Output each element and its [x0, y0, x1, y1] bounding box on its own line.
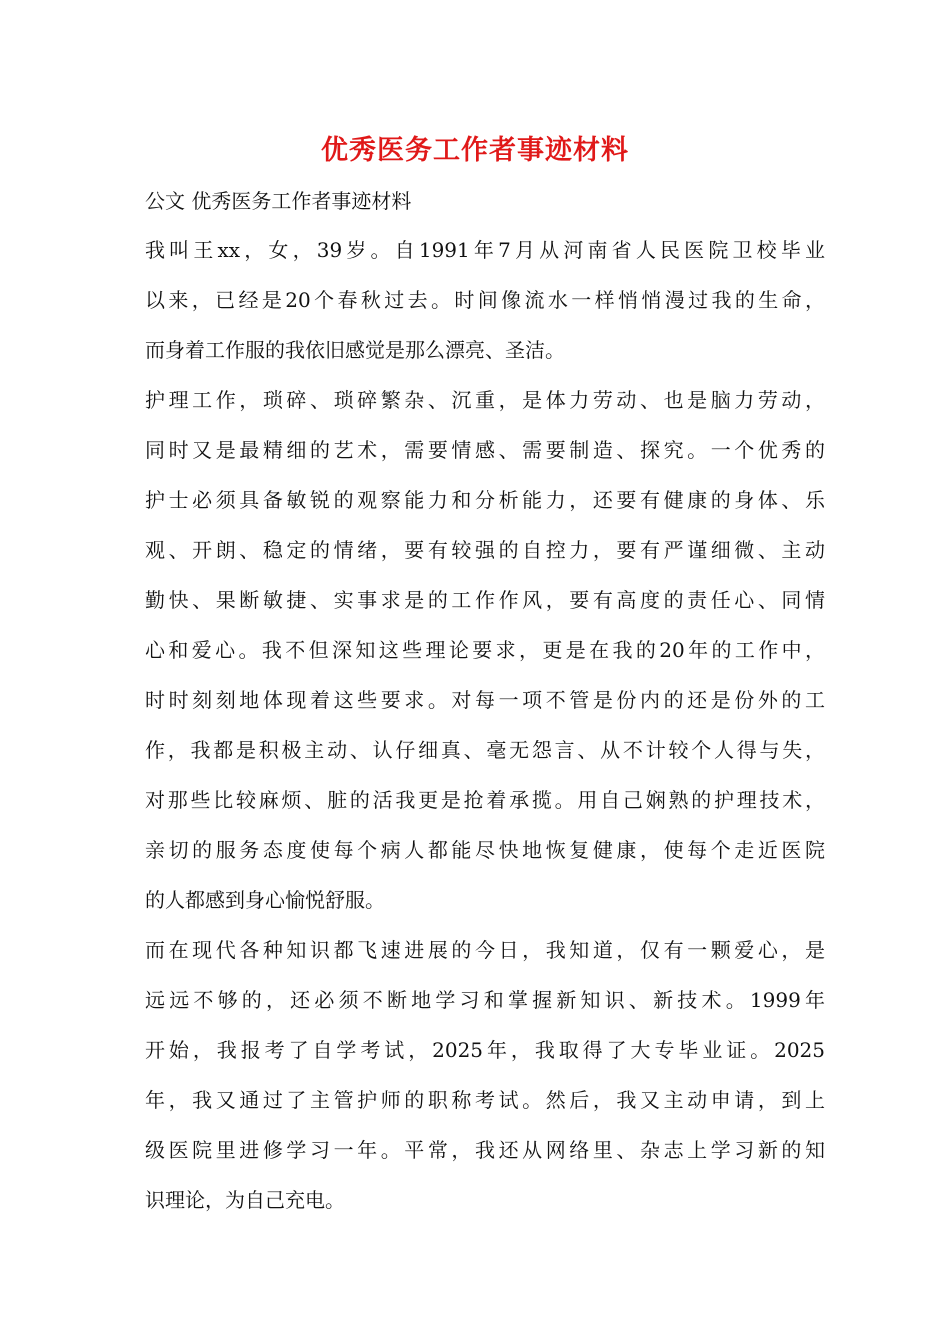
paragraph-line: 心和爱心。我不但深知这些理论要求，更是在我的20年的工作中，: [145, 638, 825, 662]
paragraph-line: 观、开朗、稳定的情绪，要有较强的自控力，要有严谨细微、主动: [145, 538, 825, 562]
paragraph-2: [145, 375, 825, 925]
paragraph-line: 护理工作，琐碎、琐碎繁杂、沉重，是体力劳动、也是脑力劳动，: [145, 388, 825, 412]
document-title: 优秀医务工作者事迹材料: [321, 135, 629, 166]
paragraph-line: 亲切的服务态度使每个病人都能尽快地恢复健康，使每个走近医院: [145, 838, 825, 862]
paragraph-line: 我叫王xx，女，39岁。自1991年7月从河南省人民医院卫校毕业: [145, 238, 825, 262]
paragraph-1: [145, 225, 825, 375]
paragraph-line: 而身着工作服的我依旧感觉是那么漂亮、圣洁。: [145, 338, 565, 362]
paragraph-line: 年，我又通过了主管护师的职称考试。然后，我又主动申请，到上: [145, 1088, 825, 1112]
paragraph-line: 开始，我报考了自学考试，2025年，我取得了大专毕业证。2025: [145, 1038, 825, 1062]
paragraph-line: 同时又是最精细的艺术，需要情感、需要制造、探究。一个优秀的: [145, 438, 825, 462]
paragraph-line: 识理论，为自己充电。: [145, 1188, 345, 1212]
paragraph-line: 勤快、果断敏捷、实事求是的工作作风，要有高度的责任心、同情: [145, 588, 825, 612]
document-subtitle: 公文 优秀医务工作者事迹材料: [145, 189, 412, 213]
paragraph-line: 以来，已经是20个春秋过去。时间像流水一样悄悄漫过我的生命，: [145, 288, 825, 312]
paragraph-line: 时时刻刻地体现着这些要求。对每一项不管是份内的还是份外的工: [145, 688, 825, 712]
paragraph-line: 级医院里进修学习一年。平常，我还从网络里、杂志上学习新的知: [145, 1138, 825, 1162]
paragraph-3: [145, 925, 825, 1225]
paragraph-line: 作，我都是积极主动、认仔细真、毫无怨言、从不计较个人得与失，: [145, 738, 825, 762]
paragraph-line: 对那些比较麻烦、脏的活我更是抢着承揽。用自己娴熟的护理技术，: [145, 788, 825, 812]
paragraph-line: 而在现代各种知识都飞速进展的今日，我知道，仅有一颗爱心，是: [145, 938, 825, 962]
paragraph-line: 护士必须具备敏锐的观察能力和分析能力，还要有健康的身体、乐: [145, 488, 825, 512]
paragraph-line: 的人都感到身心愉悦舒服。: [145, 888, 385, 912]
paragraph-line: 远远不够的，还必须不断地学习和掌握新知识、新技术。1999年: [145, 988, 825, 1012]
